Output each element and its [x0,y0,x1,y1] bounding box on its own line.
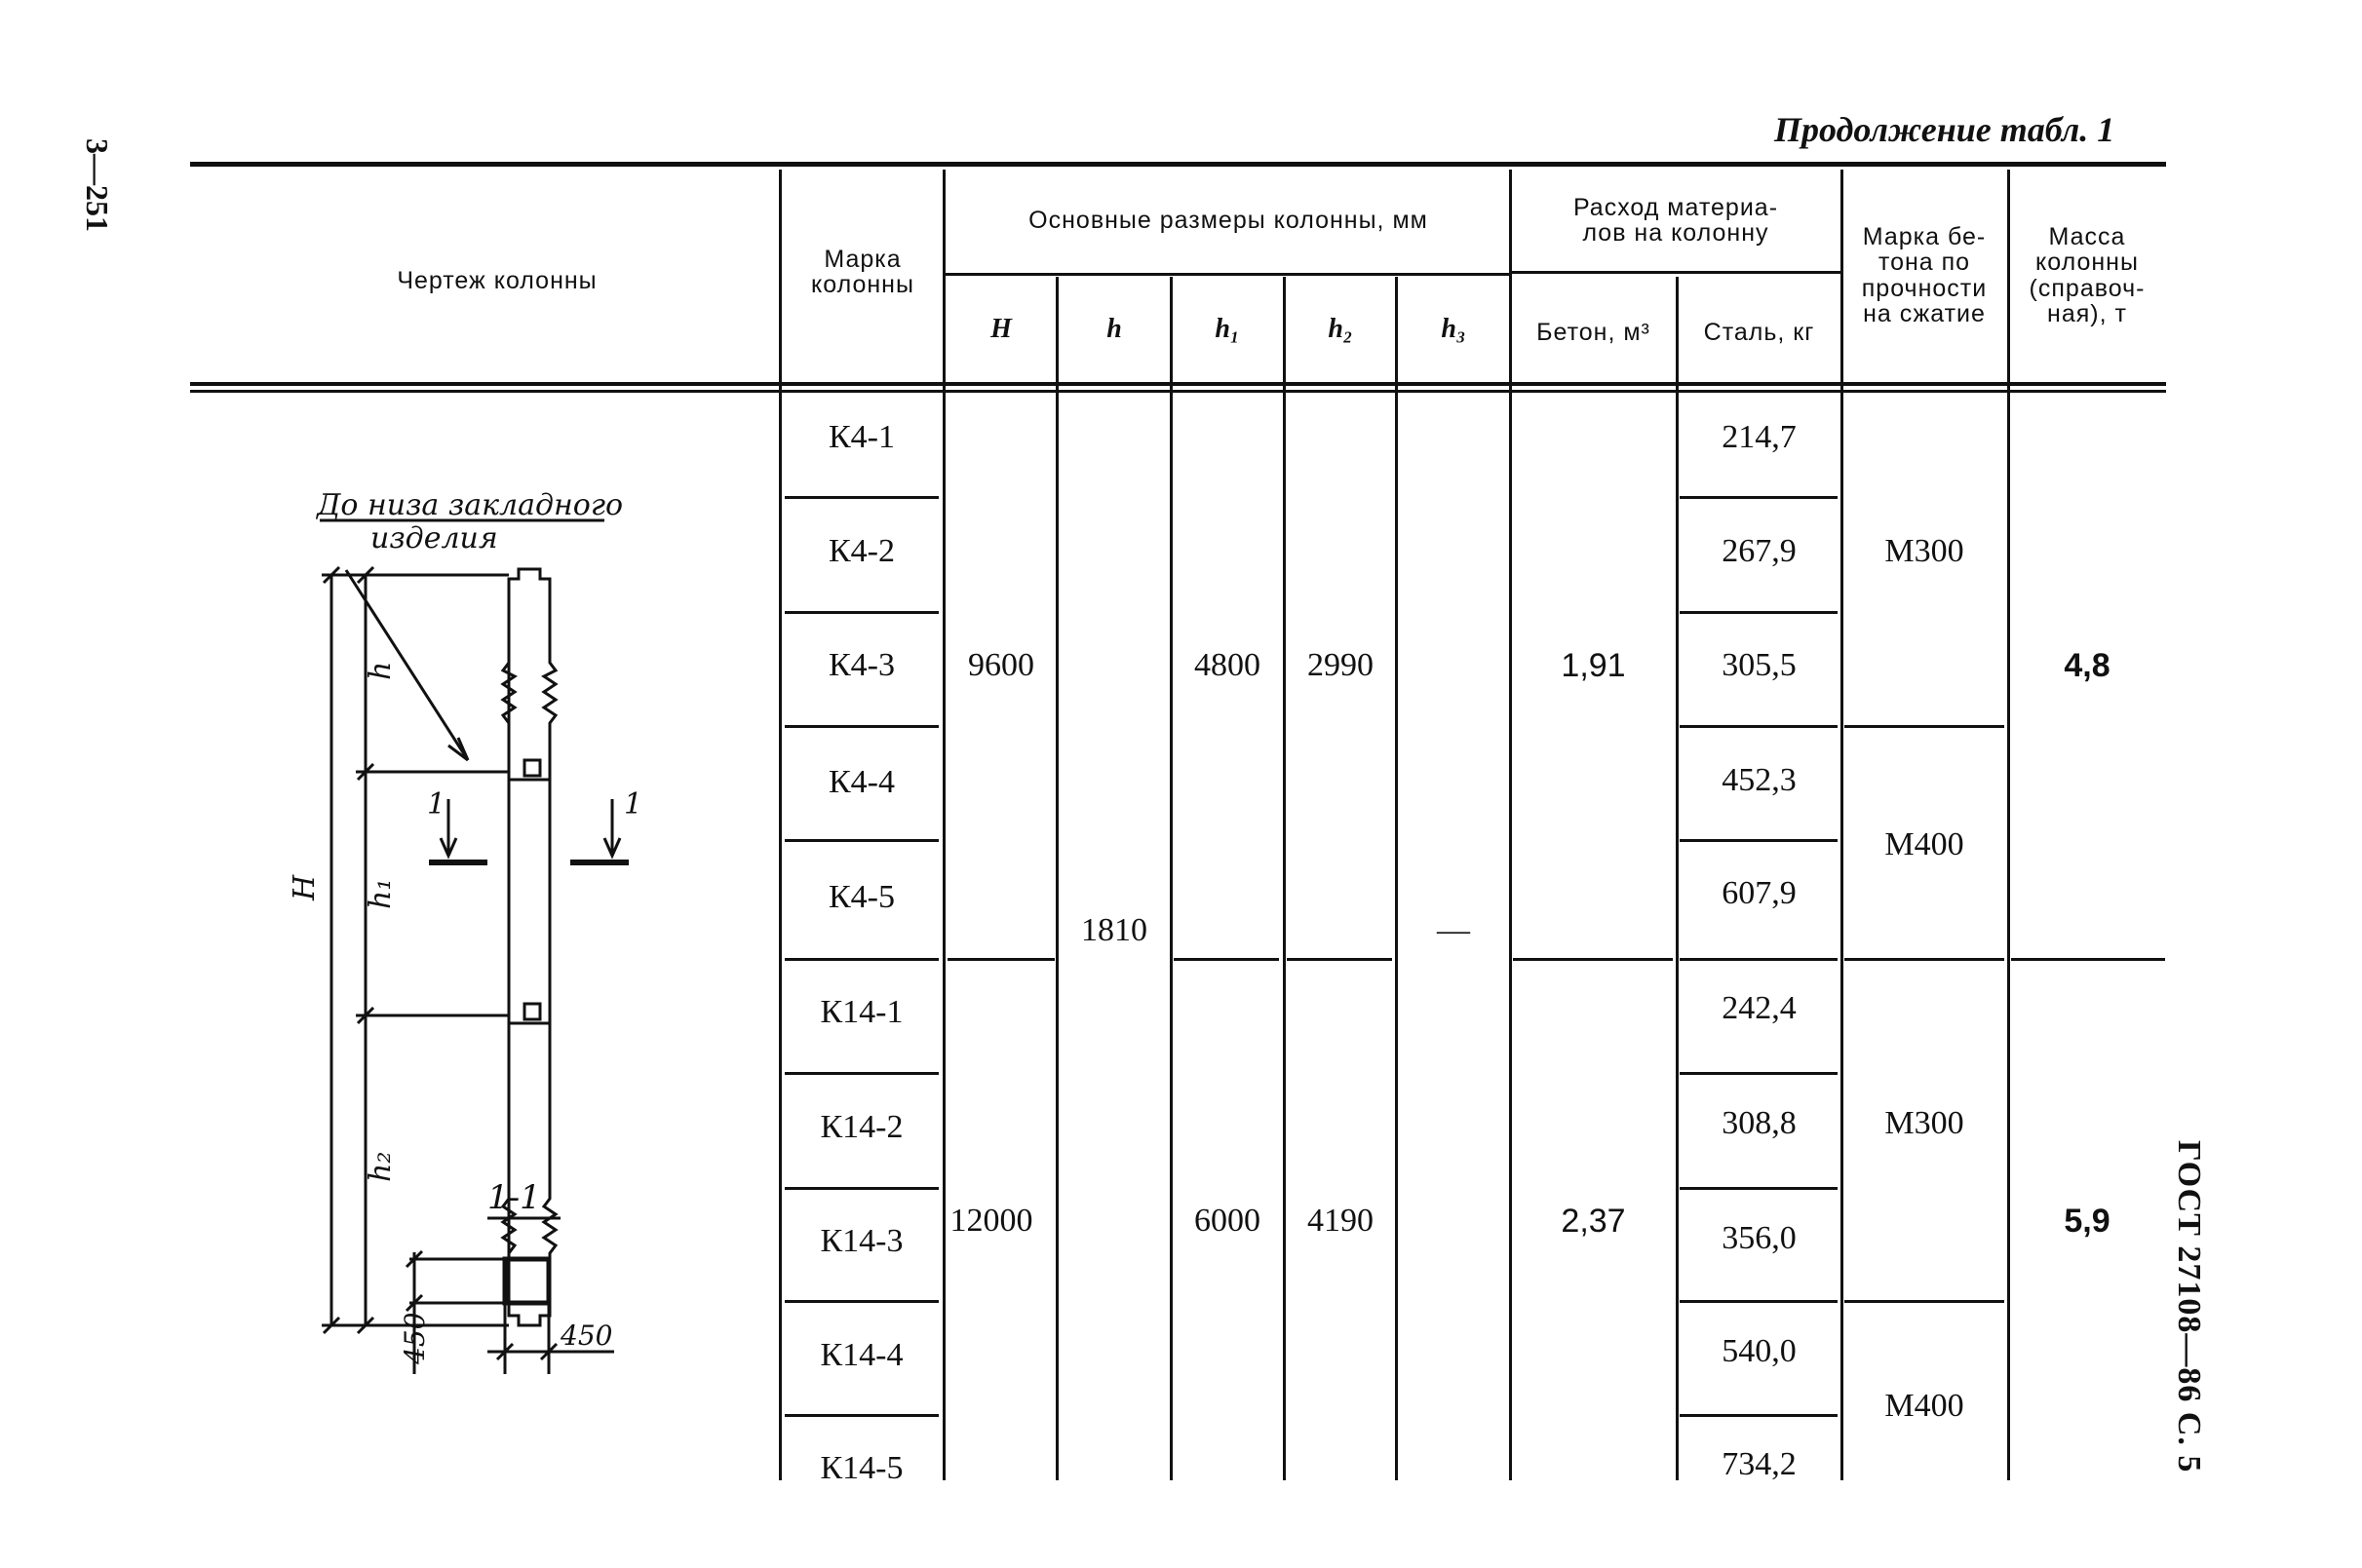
header-mark: Марка колонны [811,246,914,299]
k14-mass: 5,9 [2064,1203,2110,1240]
section-title: 1-1 [487,1178,541,1217]
steel-cell: 214,7 [1722,419,1797,455]
steel-cell: 267,9 [1722,533,1797,569]
header-h3: h₃ [1441,314,1466,344]
grade-cell: М400 [1884,826,1964,862]
page-number-left: 3—251 [80,138,115,232]
steel-cell: 452,3 [1722,762,1797,798]
k14-h1: 6000 [1194,1203,1260,1239]
steel-cell: 242,4 [1722,990,1797,1026]
section-dim-y: 450 [399,1312,431,1364]
mark-cell: К14-2 [820,1109,904,1145]
dim-label-h2: h₂ [364,1151,398,1182]
section-dim-x: 450 [561,1319,613,1352]
k4-H: 9600 [968,647,1034,683]
top-rule [190,162,2166,167]
k4-h2: 2990 [1307,647,1374,683]
standard-reference: ГОСТ 27108—86 С. 5 [2171,1140,2207,1473]
common-h: 1810 [1081,912,1147,948]
embedded-part [524,760,540,776]
header-grade: Марка бе- тона по прочности на сжатие [1861,223,1988,327]
steel-cell: 308,8 [1722,1105,1797,1141]
note-line-2: изделия [370,521,498,555]
header-steel: Сталь, кг [1703,319,1815,346]
steel-cell: 305,5 [1722,647,1797,683]
mark-cell: К4-5 [829,879,895,915]
mark-cell: К4-4 [829,764,895,800]
mark-cell: К14-5 [820,1450,904,1486]
grade-cell: М400 [1884,1388,1964,1424]
mark-cell: К4-1 [829,419,895,455]
dim-label-h: h [364,661,398,680]
k14-h2: 4190 [1307,1203,1374,1239]
section-mark-left: 1 [427,787,446,822]
table-continuation-caption: Продолжение табл. 1 [1774,110,2115,149]
grade-cell: М300 [1884,1105,1964,1141]
header-H: H [990,314,1012,344]
header-concrete: Бетон, м³ [1536,319,1650,346]
grade-cell: М300 [1884,533,1964,569]
dim-label-h1: h₁ [364,878,398,909]
header-h1: h₁ [1215,314,1240,344]
mark-cell: К4-2 [829,533,895,569]
k4-h1: 4800 [1194,647,1260,683]
section-square [505,1259,549,1303]
k14-concrete: 2,37 [1561,1203,1626,1240]
k4-mass: 4,8 [2064,647,2110,684]
steel-cell: 607,9 [1722,875,1797,911]
steel-cell: 734,2 [1722,1446,1797,1482]
mark-cell: К4-3 [829,647,895,683]
header-dims-group: Основные размеры колонны, мм [1028,207,1428,234]
steel-cell: 356,0 [1722,1220,1797,1256]
k4-concrete: 1,91 [1561,647,1626,684]
embedded-part [524,1004,540,1019]
header-drawing: Чертеж колонны [397,267,598,294]
common-h3: — [1437,912,1470,948]
mark-cell: К14-4 [820,1337,904,1373]
dim-label-H: H [288,874,322,900]
section-drawing [361,1169,653,1394]
header-materials-group: Расход материа- лов на колонну [1572,194,1779,248]
header-h: h [1106,314,1122,344]
steel-cell: 540,0 [1722,1333,1797,1369]
mark-cell: К14-3 [820,1223,904,1259]
header-h2: h₂ [1328,314,1353,344]
k14-H: 12000 [949,1203,1033,1239]
section-mark-right: 1 [624,787,643,822]
header-rule-2 [190,390,2166,393]
header-mass: Масса колонны (справоч- ная), т [2029,223,2146,327]
note-line-1: До низа закладного [317,488,624,522]
header-rule-1 [190,382,2166,386]
mark-cell: К14-1 [820,994,904,1030]
